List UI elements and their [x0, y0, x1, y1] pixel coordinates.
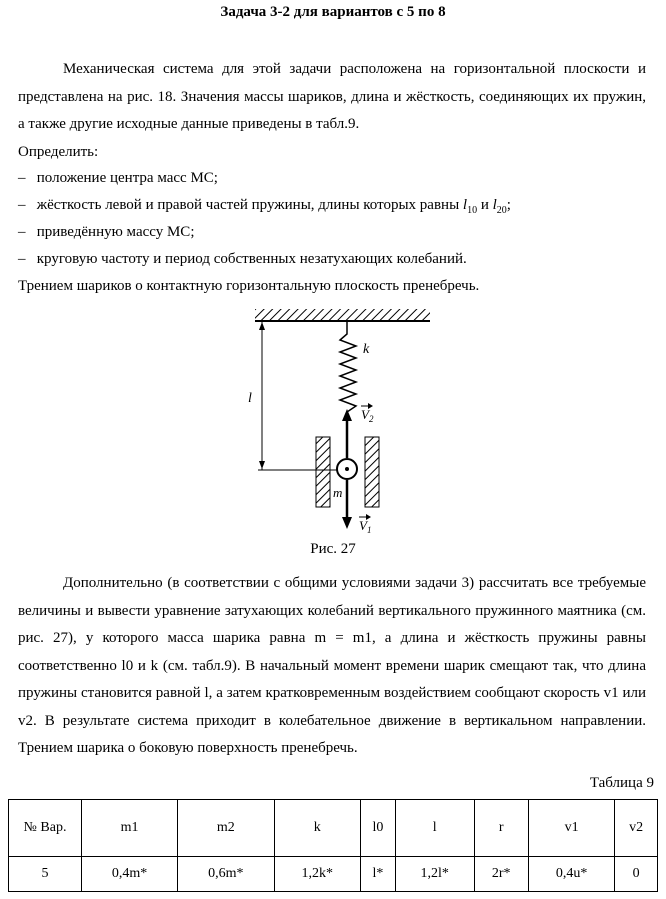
list-item: – круговую частоту и период собственных незатухающих колебаний.: [18, 251, 467, 267]
left-guide-wall: [316, 437, 330, 507]
punctuation: ;: [506, 197, 511, 213]
header-cell: l: [395, 800, 474, 857]
label-m: m: [333, 485, 343, 500]
v1-subscript: 1: [366, 525, 372, 535]
header-cell: l0: [360, 800, 395, 857]
figure-caption: Рис. 27: [310, 541, 356, 557]
table-cell: 0,4m*: [82, 857, 178, 892]
svg-text:V2: [361, 407, 374, 424]
label-v1: [359, 514, 371, 535]
table-cell: 5: [9, 857, 82, 892]
svg-text:V1: [359, 518, 371, 535]
right-guide-wall: [365, 437, 379, 507]
pendulum-diagram: [230, 300, 430, 545]
table-cell: 0,4u*: [528, 857, 614, 892]
velocity-v2-arrow: [342, 409, 352, 458]
header-cell: № Вар.: [9, 800, 82, 857]
ball-mass: [337, 459, 357, 479]
list-item-text: положение центра масс МС;: [36, 170, 218, 186]
table-cell: 2r*: [474, 857, 528, 892]
velocity-v1-arrow: [342, 480, 352, 529]
spring: [340, 321, 356, 418]
table-cell: 1,2l*: [395, 857, 474, 892]
header-cell: v2: [615, 800, 658, 857]
table-cell: l*: [360, 857, 395, 892]
header-cell: m1: [82, 800, 178, 857]
table-header-row: [9, 800, 658, 857]
v1-symbol: V: [359, 518, 367, 533]
label-l: l: [248, 391, 252, 406]
header-cell: v1: [528, 800, 614, 857]
math-subscript: 10: [467, 205, 478, 216]
data-table: [8, 799, 658, 892]
math-subscript: 20: [496, 205, 507, 216]
header-cell: k: [274, 800, 360, 857]
list-item-text: приведённую массу МС;: [36, 224, 195, 240]
friction-note: Трением шариков о контактную горизонтальную плоскость пренебречь.: [18, 278, 480, 294]
list-item: – приведённую массу МС;: [18, 224, 195, 240]
conjunction: и: [480, 197, 489, 213]
v2-subscript: 2: [368, 414, 374, 424]
list-item-text: круговую частоту и период собственных незатухающих колебаний.: [36, 251, 467, 267]
v2-symbol: V: [361, 407, 369, 422]
page-title: Задача 3-2 для вариантов с 5 по 8: [220, 4, 446, 20]
pendulum-figure: [230, 300, 430, 545]
label-v2: [361, 403, 374, 424]
list-item: – жёсткость левой и правой частей пружины, длины которых равны $l_{10}$ и $l_{20}$;: [18, 197, 511, 216]
ceiling-support: [255, 309, 430, 321]
header-cell: r: [474, 800, 528, 857]
table-cell: 0,6m*: [178, 857, 274, 892]
math-symbol: l: [462, 197, 468, 213]
math-symbol: l: [492, 197, 497, 213]
additional-paragraph: Дополнительно (в соответствии с общими условиями задачи 3) рассчитать все требуемые величины и вывести уравнение затухающих колебаний вертикального пружинного маятника (см. рис. 27), у которого масса шарика равна m = m1, а длина и жёсткость пружины равны соответственно l0 и k (см. табл.9). В начальный момент времени шарик смещают так, что длина пружины становится равной l, а затем кратковременным воздействием сообщают скорость v1 или v2. В результате система приходит в колебательное движение в вертикальном направлении. Трением шарика о боковую поверхность пренебречь.: [18, 575, 646, 756]
label-k: k: [363, 342, 370, 357]
header-cell: m2: [178, 800, 274, 857]
list-item-text: жёсткость левой и правой частей пружины, длины которых равны: [36, 197, 460, 213]
table-cell: 0: [615, 857, 658, 892]
determine-label: Определить:: [18, 144, 99, 160]
table-cell: 1,2k*: [274, 857, 360, 892]
table-row: [9, 857, 658, 892]
list-item: – положение центра масс МС;: [18, 170, 218, 186]
table-label: Таблица 9: [589, 775, 654, 791]
intro-paragraph: Механическая система для этой задачи расположена на горизонтальной плоскости и представлена на рис. 18. Значения массы шариков, длина и жёсткость, соединяющих их пружин, а также другие исходные данные приведены в табл.9.: [18, 61, 646, 132]
